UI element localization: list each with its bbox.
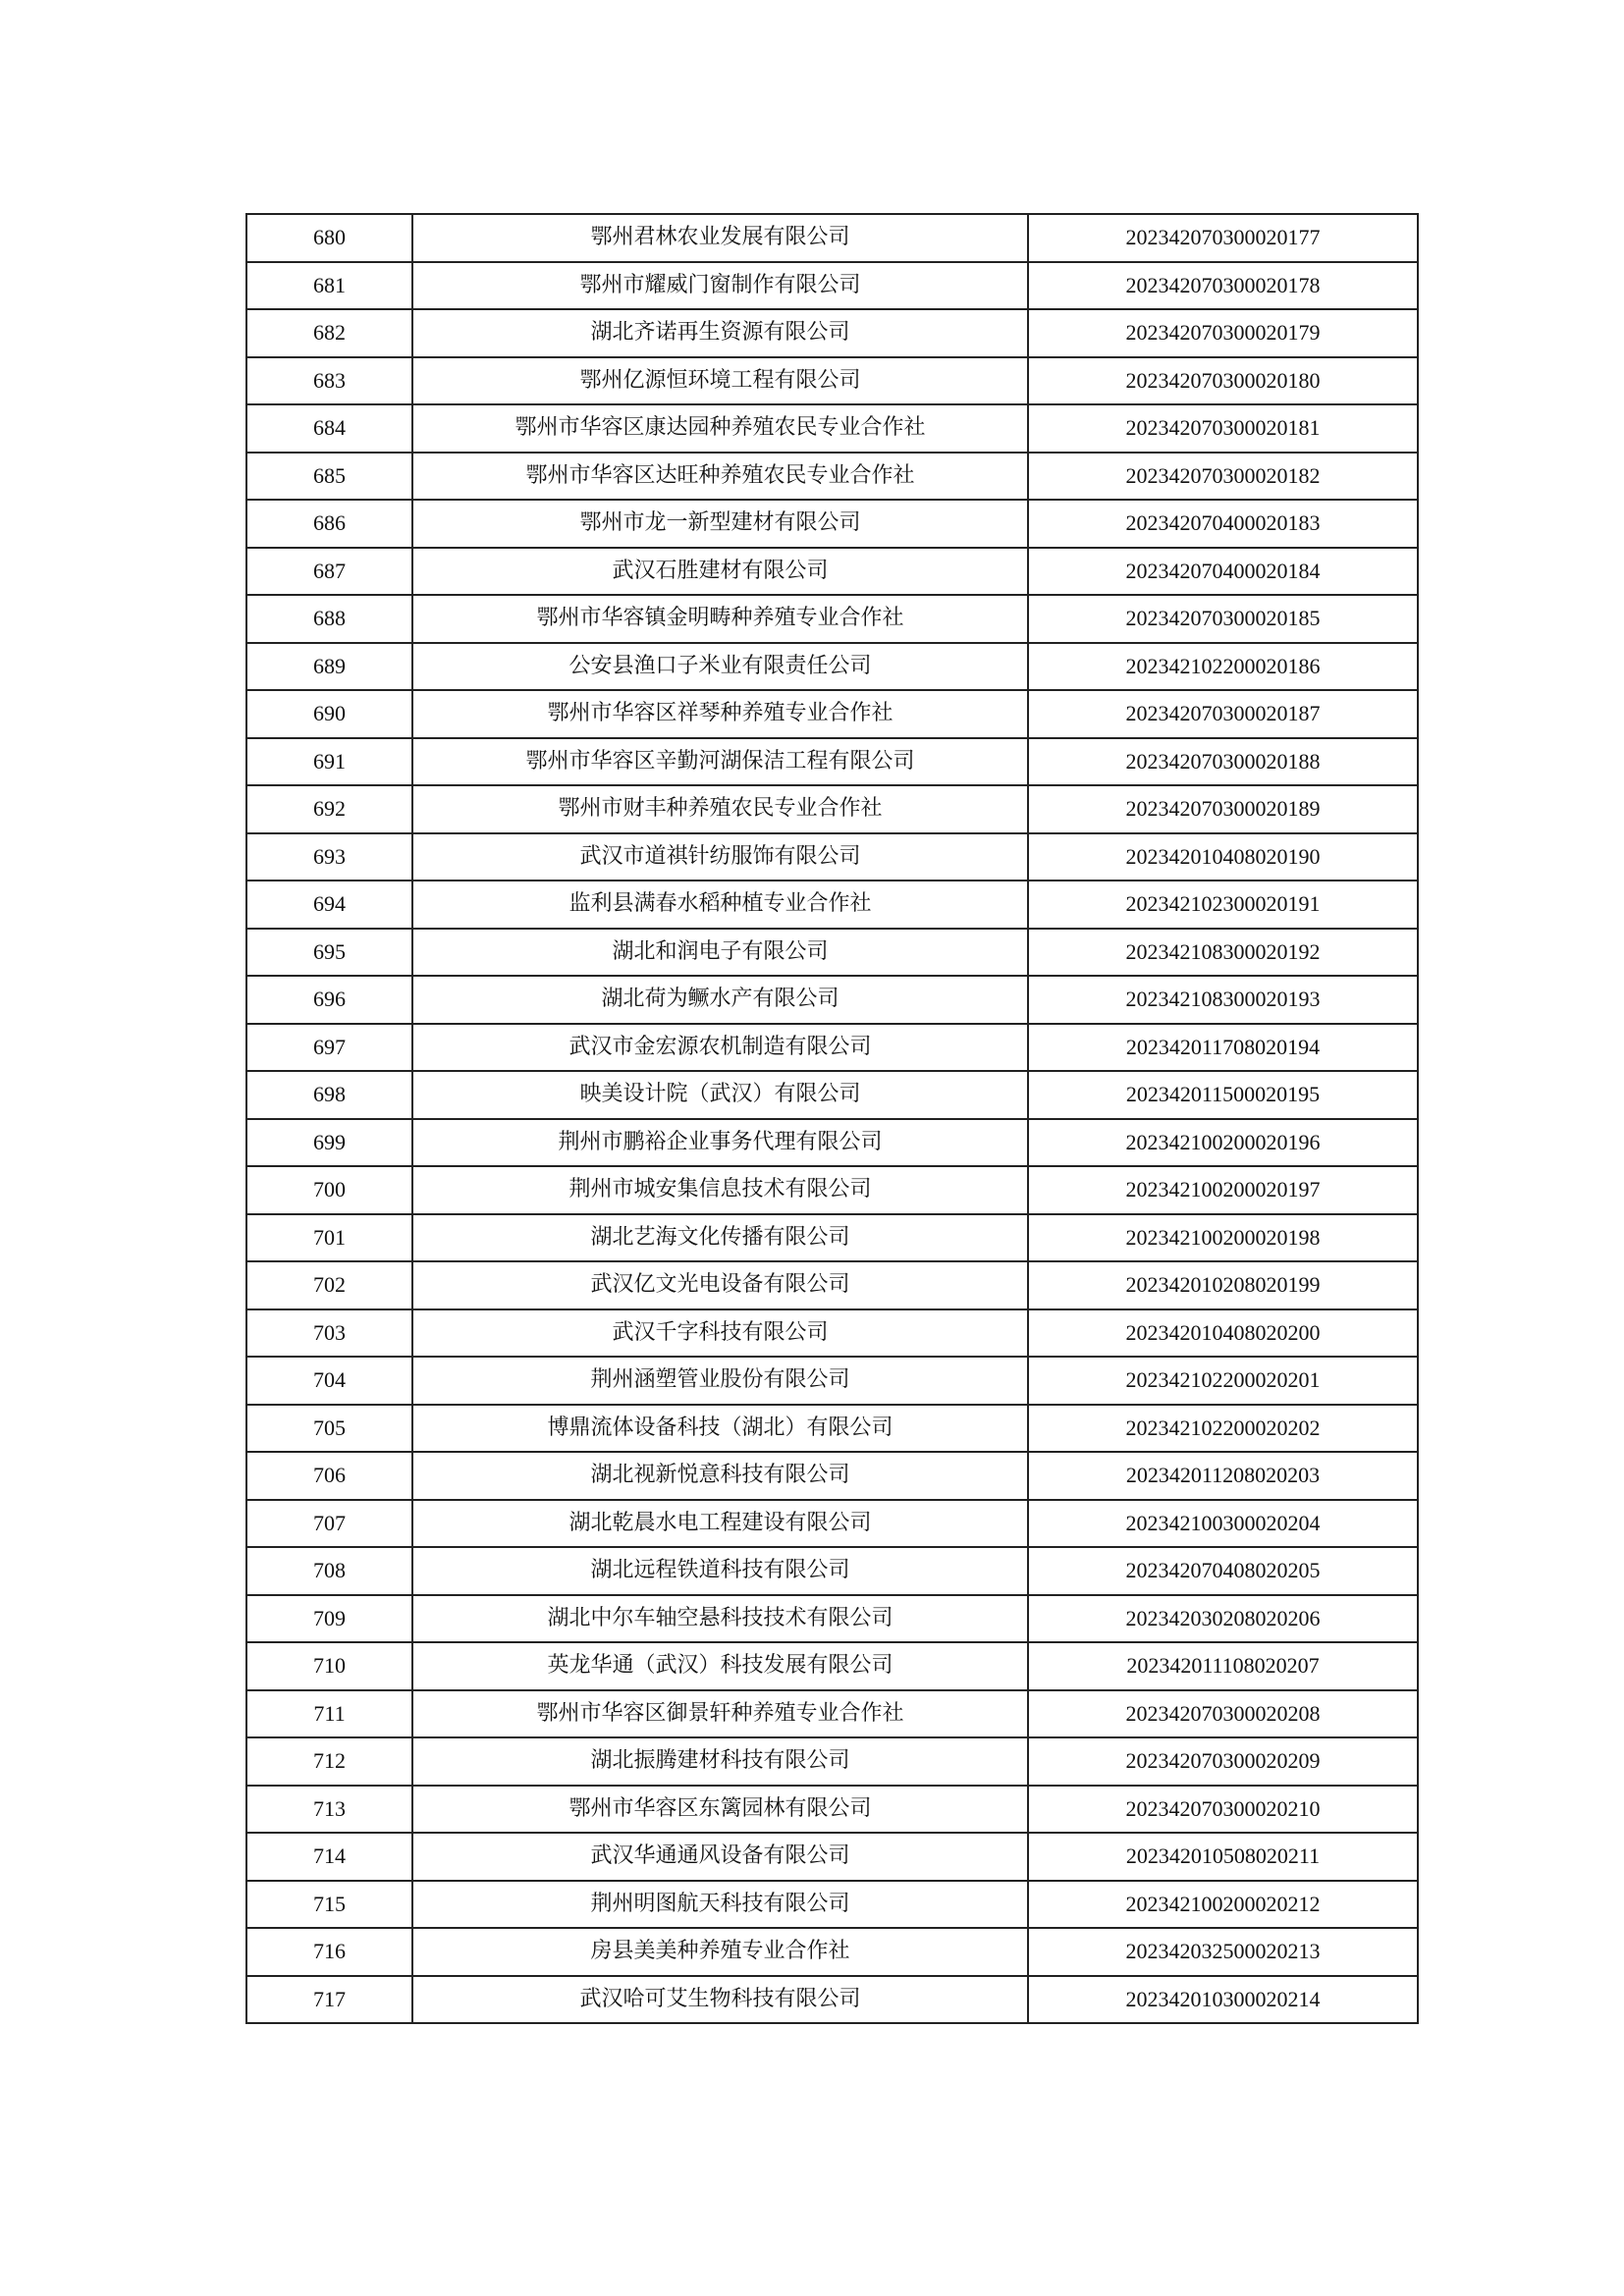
company-name-cell: 荆州市城安集信息技术有限公司	[412, 1166, 1028, 1214]
table-row	[246, 1452, 1418, 1500]
company-name-cell: 武汉千字科技有限公司	[412, 1309, 1028, 1358]
registry-table-body	[246, 214, 1418, 2023]
table-row	[246, 1119, 1418, 1167]
registration-code-cell: 202342108300020193	[1028, 976, 1418, 1024]
registry-table	[245, 213, 1419, 2024]
company-name-cell: 鄂州市龙一新型建材有限公司	[412, 500, 1028, 548]
table-row	[246, 929, 1418, 977]
table-row	[246, 881, 1418, 929]
registration-code-cell: 202342010300020214	[1028, 1976, 1418, 2024]
table-row	[246, 262, 1418, 310]
registration-code-cell: 202342070300020182	[1028, 453, 1418, 501]
table-row	[246, 1309, 1418, 1358]
registration-code-cell: 202342070300020180	[1028, 357, 1418, 405]
company-name-cell: 鄂州市华容区东篱园林有限公司	[412, 1786, 1028, 1834]
table-row	[246, 785, 1418, 833]
table-row	[246, 404, 1418, 453]
registration-code-cell: 202342070400020183	[1028, 500, 1418, 548]
registration-code-cell: 202342010208020199	[1028, 1261, 1418, 1309]
row-number-cell: 696	[246, 976, 412, 1024]
registration-code-cell: 202342102300020191	[1028, 881, 1418, 929]
row-number-cell: 683	[246, 357, 412, 405]
row-number-cell: 697	[246, 1024, 412, 1072]
registration-code-cell: 202342102200020201	[1028, 1357, 1418, 1405]
registration-code-cell: 202342070300020188	[1028, 738, 1418, 786]
company-name-cell: 武汉石胜建材有限公司	[412, 548, 1028, 596]
table-row	[246, 1024, 1418, 1072]
company-name-cell: 荆州涵塑管业股份有限公司	[412, 1357, 1028, 1405]
company-name-cell: 武汉市金宏源农机制造有限公司	[412, 1024, 1028, 1072]
company-name-cell: 湖北振腾建材科技有限公司	[412, 1737, 1028, 1786]
company-name-cell: 湖北远程铁道科技有限公司	[412, 1547, 1028, 1595]
table-row	[246, 833, 1418, 881]
row-number-cell: 708	[246, 1547, 412, 1595]
table-row	[246, 1642, 1418, 1690]
row-number-cell: 698	[246, 1071, 412, 1119]
row-number-cell: 713	[246, 1786, 412, 1834]
table-row	[246, 357, 1418, 405]
row-number-cell: 712	[246, 1737, 412, 1786]
row-number-cell: 700	[246, 1166, 412, 1214]
row-number-cell: 710	[246, 1642, 412, 1690]
row-number-cell: 701	[246, 1214, 412, 1262]
registration-code-cell: 202342011108020207	[1028, 1642, 1418, 1690]
table-row	[246, 976, 1418, 1024]
row-number-cell: 715	[246, 1881, 412, 1929]
registration-code-cell: 202342100200020198	[1028, 1214, 1418, 1262]
company-name-cell: 湖北和润电子有限公司	[412, 929, 1028, 977]
row-number-cell: 702	[246, 1261, 412, 1309]
company-name-cell: 监利县满春水稻种植专业合作社	[412, 881, 1028, 929]
company-name-cell: 湖北荷为鳜水产有限公司	[412, 976, 1028, 1024]
table-row	[246, 1261, 1418, 1309]
company-name-cell: 鄂州市财丰种养殖农民专业合作社	[412, 785, 1028, 833]
registration-code-cell: 202342011208020203	[1028, 1452, 1418, 1500]
company-name-cell: 鄂州市华容区御景轩种养殖专业合作社	[412, 1690, 1028, 1738]
table-row	[246, 1214, 1418, 1262]
row-number-cell: 709	[246, 1595, 412, 1643]
row-number-cell: 689	[246, 643, 412, 691]
table-row	[246, 595, 1418, 643]
company-name-cell: 湖北齐诺再生资源有限公司	[412, 309, 1028, 357]
table-row	[246, 1071, 1418, 1119]
row-number-cell: 693	[246, 833, 412, 881]
company-name-cell: 荆州明图航天科技有限公司	[412, 1881, 1028, 1929]
registration-code-cell: 202342100200020212	[1028, 1881, 1418, 1929]
table-row	[246, 1881, 1418, 1929]
company-name-cell: 武汉哈可艾生物科技有限公司	[412, 1976, 1028, 2024]
registration-code-cell: 202342070300020185	[1028, 595, 1418, 643]
registration-code-cell: 202342070400020184	[1028, 548, 1418, 596]
company-name-cell: 武汉华通通风设备有限公司	[412, 1833, 1028, 1881]
company-name-cell: 房县美美种养殖专业合作社	[412, 1928, 1028, 1976]
registration-code-cell: 202342070300020208	[1028, 1690, 1418, 1738]
registration-code-cell: 202342070300020189	[1028, 785, 1418, 833]
table-row	[246, 548, 1418, 596]
registration-code-cell: 202342070300020187	[1028, 690, 1418, 738]
registration-code-cell: 202342102200020186	[1028, 643, 1418, 691]
registration-code-cell: 202342070300020181	[1028, 404, 1418, 453]
company-name-cell: 鄂州市华容区辛勤河湖保洁工程有限公司	[412, 738, 1028, 786]
registration-code-cell: 202342011500020195	[1028, 1071, 1418, 1119]
company-name-cell: 鄂州市华容区祥琴种养殖专业合作社	[412, 690, 1028, 738]
table-row	[246, 1357, 1418, 1405]
company-name-cell: 公安县渔口子米业有限责任公司	[412, 643, 1028, 691]
table-row	[246, 690, 1418, 738]
table-row	[246, 738, 1418, 786]
company-name-cell: 英龙华通（武汉）科技发展有限公司	[412, 1642, 1028, 1690]
company-name-cell: 鄂州市华容区康达园种养殖农民专业合作社	[412, 404, 1028, 453]
registration-code-cell: 202342010408020200	[1028, 1309, 1418, 1358]
registration-code-cell: 202342030208020206	[1028, 1595, 1418, 1643]
registration-code-cell: 202342010508020211	[1028, 1833, 1418, 1881]
row-number-cell: 714	[246, 1833, 412, 1881]
row-number-cell: 682	[246, 309, 412, 357]
registration-code-cell: 202342070300020179	[1028, 309, 1418, 357]
row-number-cell: 707	[246, 1500, 412, 1548]
company-name-cell: 湖北视新悦意科技有限公司	[412, 1452, 1028, 1500]
registration-code-cell: 202342070300020177	[1028, 214, 1418, 262]
company-name-cell: 湖北中尔车轴空悬科技技术有限公司	[412, 1595, 1028, 1643]
registration-code-cell: 202342032500020213	[1028, 1928, 1418, 1976]
company-name-cell: 鄂州市耀威门窗制作有限公司	[412, 262, 1028, 310]
row-number-cell: 694	[246, 881, 412, 929]
table-row	[246, 643, 1418, 691]
company-name-cell: 武汉市道祺针纺服饰有限公司	[412, 833, 1028, 881]
company-name-cell: 鄂州君林农业发展有限公司	[412, 214, 1028, 262]
company-name-cell: 鄂州亿源恒环境工程有限公司	[412, 357, 1028, 405]
row-number-cell: 687	[246, 548, 412, 596]
company-name-cell: 鄂州市华容区达旺种养殖农民专业合作社	[412, 453, 1028, 501]
row-number-cell: 695	[246, 929, 412, 977]
registration-code-cell: 202342070300020178	[1028, 262, 1418, 310]
registration-code-cell: 202342108300020192	[1028, 929, 1418, 977]
company-name-cell: 博鼎流体设备科技（湖北）有限公司	[412, 1405, 1028, 1453]
table-row	[246, 1500, 1418, 1548]
company-name-cell: 鄂州市华容镇金明畴种养殖专业合作社	[412, 595, 1028, 643]
table-row	[246, 214, 1418, 262]
registration-code-cell: 202342102200020202	[1028, 1405, 1418, 1453]
registration-code-cell: 202342070408020205	[1028, 1547, 1418, 1595]
table-row	[246, 1928, 1418, 1976]
company-name-cell: 湖北乾晨水电工程建设有限公司	[412, 1500, 1028, 1548]
registration-code-cell: 202342070300020210	[1028, 1786, 1418, 1834]
row-number-cell: 688	[246, 595, 412, 643]
row-number-cell: 684	[246, 404, 412, 453]
registration-code-cell: 202342100300020204	[1028, 1500, 1418, 1548]
row-number-cell: 690	[246, 690, 412, 738]
row-number-cell: 717	[246, 1976, 412, 2024]
table-row	[246, 1976, 1418, 2024]
row-number-cell: 699	[246, 1119, 412, 1167]
table-row	[246, 1547, 1418, 1595]
row-number-cell: 703	[246, 1309, 412, 1358]
row-number-cell: 704	[246, 1357, 412, 1405]
registration-code-cell: 202342100200020197	[1028, 1166, 1418, 1214]
row-number-cell: 686	[246, 500, 412, 548]
row-number-cell: 711	[246, 1690, 412, 1738]
table-row	[246, 1405, 1418, 1453]
registration-code-cell: 202342070300020209	[1028, 1737, 1418, 1786]
registration-code-cell: 202342011708020194	[1028, 1024, 1418, 1072]
table-row	[246, 1737, 1418, 1786]
company-name-cell: 映美设计院（武汉）有限公司	[412, 1071, 1028, 1119]
company-name-cell: 武汉亿文光电设备有限公司	[412, 1261, 1028, 1309]
table-row	[246, 309, 1418, 357]
table-row	[246, 1833, 1418, 1881]
row-number-cell: 685	[246, 453, 412, 501]
row-number-cell: 706	[246, 1452, 412, 1500]
table-row	[246, 453, 1418, 501]
row-number-cell: 692	[246, 785, 412, 833]
company-name-cell: 荆州市鹏裕企业事务代理有限公司	[412, 1119, 1028, 1167]
registration-code-cell: 202342100200020196	[1028, 1119, 1418, 1167]
table-row	[246, 1786, 1418, 1834]
registration-code-cell: 202342010408020190	[1028, 833, 1418, 881]
row-number-cell: 705	[246, 1405, 412, 1453]
table-row	[246, 1166, 1418, 1214]
row-number-cell: 681	[246, 262, 412, 310]
row-number-cell: 680	[246, 214, 412, 262]
company-name-cell: 湖北艺海文化传播有限公司	[412, 1214, 1028, 1262]
row-number-cell: 716	[246, 1928, 412, 1976]
table-row	[246, 1690, 1418, 1738]
row-number-cell: 691	[246, 738, 412, 786]
table-row	[246, 500, 1418, 548]
table-row	[246, 1595, 1418, 1643]
